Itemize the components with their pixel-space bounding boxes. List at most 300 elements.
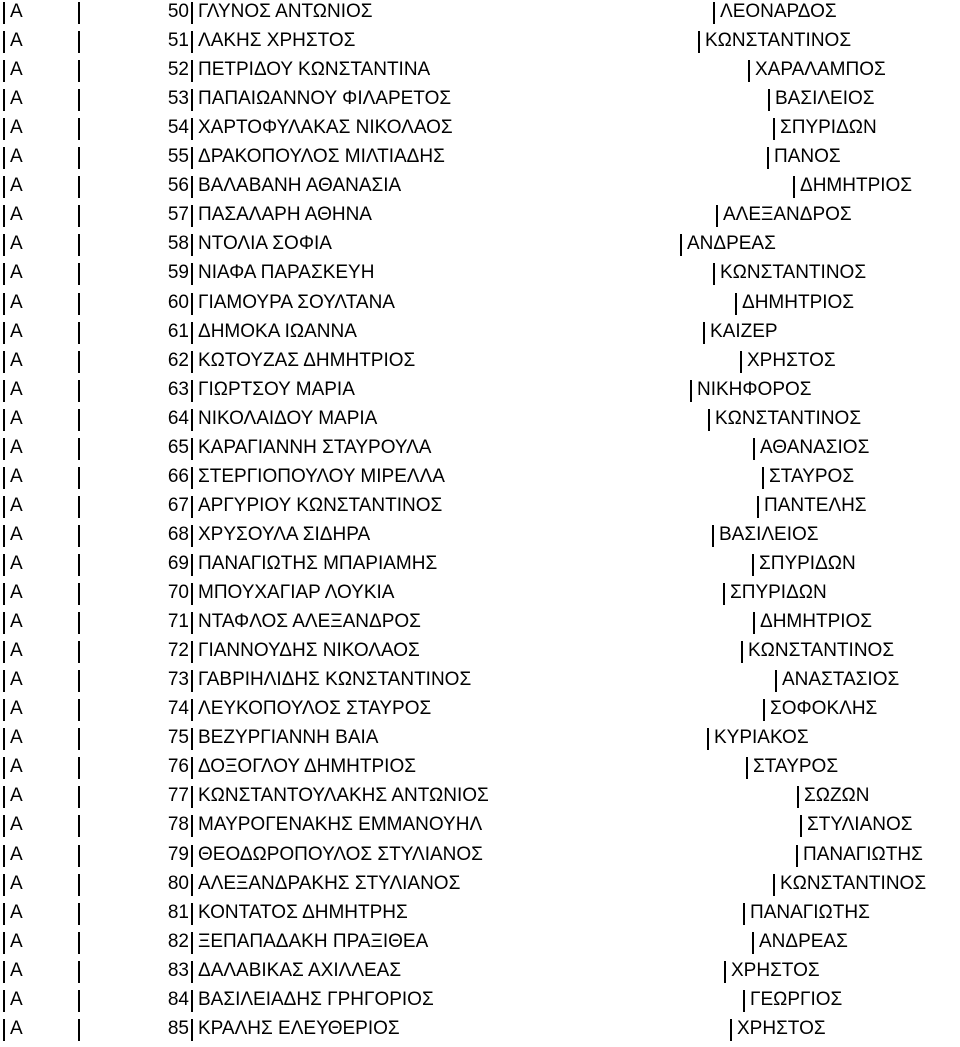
category-cell: Α bbox=[10, 959, 23, 981]
name-cell: ΓΛΥΝΟΣ ΑΝΤΩΝΙΟΣ bbox=[198, 1, 373, 22]
cell-divider bbox=[191, 2, 193, 24]
cell-divider bbox=[78, 60, 80, 82]
cell-divider bbox=[191, 351, 193, 373]
category-cell: Α bbox=[10, 727, 23, 749]
cell-divider bbox=[78, 351, 80, 373]
category-cell: Α bbox=[10, 901, 23, 923]
cell-divider bbox=[191, 118, 193, 140]
category-cell: Α bbox=[10, 146, 23, 168]
cell-divider bbox=[724, 961, 726, 983]
number-cell: 52 bbox=[167, 59, 189, 81]
cell-divider bbox=[3, 757, 5, 779]
cell-divider bbox=[191, 263, 193, 285]
cell-divider bbox=[191, 380, 193, 402]
cell-divider bbox=[3, 438, 5, 460]
name-cell: ΓΙΑΜΟΥΡΑ ΣΟΥΛΤΑΝΑ bbox=[198, 291, 395, 313]
cell-divider bbox=[3, 990, 5, 1012]
cell-divider bbox=[793, 176, 795, 198]
number-cell: 70 bbox=[167, 582, 189, 603]
table-row bbox=[0, 437, 960, 466]
cell-divider bbox=[191, 641, 193, 663]
cell-divider bbox=[707, 728, 709, 750]
father-name-cell: ΣΠΥΡΙΔΩΝ bbox=[780, 117, 877, 139]
table-row bbox=[0, 931, 960, 960]
cell-divider bbox=[3, 293, 5, 315]
number-cell: 54 bbox=[167, 117, 189, 139]
number-cell: 83 bbox=[167, 959, 189, 981]
number-cell: 50 bbox=[167, 1, 189, 22]
name-cell: ΒΑΣΙΛΕΙΑΔΗΣ ΓΡΗΓΟΡΙΟΣ bbox=[198, 988, 434, 1010]
cell-divider bbox=[713, 263, 715, 285]
table-row bbox=[0, 379, 960, 408]
table-row bbox=[0, 204, 960, 233]
cell-divider bbox=[191, 89, 193, 111]
cell-divider bbox=[191, 205, 193, 227]
category-cell: Α bbox=[10, 582, 23, 603]
number-cell: 61 bbox=[167, 320, 189, 342]
cell-divider bbox=[78, 845, 80, 867]
cell-divider bbox=[78, 1019, 80, 1041]
cell-divider bbox=[191, 583, 193, 605]
cell-divider bbox=[3, 60, 5, 82]
table-row bbox=[0, 59, 960, 88]
name-cell: ΚΩΤΟΥΖΑΣ ΔΗΜΗΤΡΙΟΣ bbox=[198, 349, 416, 371]
cell-divider bbox=[78, 612, 80, 634]
name-cell: ΘΕΟΔΩΡΟΠΟΥΛΟΣ ΣΤΥΛΙΑΝΟΣ bbox=[198, 843, 483, 865]
cell-divider bbox=[3, 89, 5, 111]
table-row bbox=[0, 727, 960, 756]
cell-divider bbox=[3, 147, 5, 169]
cell-divider bbox=[703, 322, 705, 344]
cell-divider bbox=[3, 612, 5, 634]
cell-divider bbox=[3, 322, 5, 344]
category-cell: Α bbox=[10, 88, 23, 110]
table-row bbox=[0, 989, 960, 1018]
cell-divider bbox=[78, 176, 80, 198]
cell-divider bbox=[3, 409, 5, 431]
father-name-cell: ΔΗΜΗΤΡΙΟΣ bbox=[742, 291, 855, 313]
number-cell: 73 bbox=[167, 669, 189, 691]
cell-divider bbox=[78, 438, 80, 460]
cell-divider bbox=[78, 641, 80, 663]
number-cell: 65 bbox=[167, 436, 189, 458]
cell-divider bbox=[78, 322, 80, 344]
table-row bbox=[0, 902, 960, 931]
table-row bbox=[0, 233, 960, 262]
cell-divider bbox=[78, 932, 80, 954]
number-cell: 57 bbox=[167, 204, 189, 226]
category-cell: Α bbox=[10, 465, 23, 487]
cell-divider bbox=[191, 467, 193, 489]
father-name-cell: ΠΑΝΑΓΙΩΤΗΣ bbox=[750, 901, 870, 923]
table-row bbox=[0, 350, 960, 379]
category-cell: Α bbox=[10, 1017, 23, 1039]
father-name-cell: ΝΙΚΗΦΟΡΟΣ bbox=[697, 378, 812, 400]
name-cell: ΚΑΡΑΓΙΑΝΝΗ ΣΤΑΥΡΟΥΛΑ bbox=[198, 436, 432, 458]
table-row bbox=[0, 466, 960, 495]
table-row bbox=[0, 814, 960, 843]
father-name-cell: ΒΑΣΙΛΕΙΟΣ bbox=[719, 523, 819, 545]
father-name-cell: ΒΑΣΙΛΕΙΟΣ bbox=[775, 88, 875, 110]
name-cell: ΝΙΚΟΛΑΙΔΟΥ ΜΑΡΙΑ bbox=[198, 407, 378, 429]
name-cell: ΔΡΑΚΟΠΟΥΛΟΣ ΜΙΛΤΙΑΔΗΣ bbox=[198, 146, 445, 168]
category-cell: Α bbox=[10, 756, 23, 778]
cell-divider bbox=[78, 496, 80, 518]
cell-divider bbox=[191, 874, 193, 896]
cell-divider bbox=[3, 670, 5, 692]
cell-divider bbox=[78, 757, 80, 779]
number-cell: 55 bbox=[167, 146, 189, 168]
cell-divider bbox=[78, 786, 80, 808]
cell-divider bbox=[716, 205, 718, 227]
father-name-cell: ΣΤΑΥΡΟΣ bbox=[753, 756, 839, 778]
cell-divider bbox=[3, 874, 5, 896]
cell-divider bbox=[191, 525, 193, 547]
table-row bbox=[0, 1, 960, 30]
cell-divider bbox=[3, 903, 5, 925]
cell-divider bbox=[3, 554, 5, 576]
number-cell: 85 bbox=[167, 1017, 189, 1039]
number-cell: 60 bbox=[167, 291, 189, 313]
category-cell: Α bbox=[10, 262, 23, 284]
cell-divider bbox=[78, 409, 80, 431]
cell-divider bbox=[191, 932, 193, 954]
name-cell: ΔΑΛΑΒΙΚΑΣ ΑΧΙΛΛΕΑΣ bbox=[198, 959, 402, 981]
table-row bbox=[0, 117, 960, 146]
cell-divider bbox=[191, 496, 193, 518]
category-cell: Α bbox=[10, 320, 23, 342]
cell-divider bbox=[767, 147, 769, 169]
category-cell: Α bbox=[10, 378, 23, 400]
category-cell: Α bbox=[10, 494, 23, 516]
cell-divider bbox=[191, 1019, 193, 1041]
cell-divider bbox=[191, 31, 193, 53]
cell-divider bbox=[3, 380, 5, 402]
cell-divider bbox=[752, 554, 754, 576]
cell-divider bbox=[3, 118, 5, 140]
father-name-cell: ΚΑΙΖΕΡ bbox=[710, 320, 778, 342]
cell-divider bbox=[191, 322, 193, 344]
cell-divider bbox=[740, 351, 742, 373]
category-cell: Α bbox=[10, 872, 23, 894]
father-name-cell: ΠΑΝΑΓΙΩΤΗΣ bbox=[803, 843, 923, 865]
cell-divider bbox=[763, 699, 765, 721]
category-cell: Α bbox=[10, 553, 23, 574]
category-cell: Α bbox=[10, 523, 23, 545]
father-name-cell: ΚΥΡΙΑΚΟΣ bbox=[714, 727, 809, 749]
father-name-cell: ΧΡΗΣΤΟΣ bbox=[731, 959, 820, 981]
father-name-cell: ΣΤΑΥΡΟΣ bbox=[769, 465, 855, 487]
cell-divider bbox=[3, 467, 5, 489]
cell-divider bbox=[191, 670, 193, 692]
cell-divider bbox=[78, 205, 80, 227]
category-cell: Α bbox=[10, 669, 23, 691]
cell-divider bbox=[3, 525, 5, 547]
cell-divider bbox=[746, 757, 748, 779]
cell-divider bbox=[757, 496, 759, 518]
cell-divider bbox=[78, 118, 80, 140]
cell-divider bbox=[800, 815, 802, 837]
name-cell: ΓΑΒΡΙΗΛΙΔΗΣ ΚΩΝΣΤΑΝΤΙΝΟΣ bbox=[198, 669, 472, 691]
cell-divider bbox=[78, 815, 80, 837]
cell-divider bbox=[191, 147, 193, 169]
cell-divider bbox=[78, 961, 80, 983]
number-cell: 79 bbox=[167, 843, 189, 865]
table-row bbox=[0, 495, 960, 524]
category-cell: Α bbox=[10, 611, 23, 633]
table-row bbox=[0, 669, 960, 698]
cell-divider bbox=[762, 467, 764, 489]
number-cell: 59 bbox=[167, 262, 189, 284]
father-name-cell: ΚΩΝΣΤΑΝΤΙΝΟΣ bbox=[720, 262, 867, 284]
category-cell: Α bbox=[10, 175, 23, 197]
cell-divider bbox=[773, 874, 775, 896]
cell-divider bbox=[723, 583, 725, 605]
name-cell: ΔΟΞΟΓΛΟΥ ΔΗΜΗΤΡΙΟΣ bbox=[198, 756, 416, 778]
father-name-cell: ΑΘΑΝΑΣΙΟΣ bbox=[760, 436, 870, 458]
cell-divider bbox=[3, 932, 5, 954]
table-row bbox=[0, 146, 960, 175]
name-cell: ΠΑΝΑΓΙΩΤΗΣ ΜΠΑΡΙΑΜΗΣ bbox=[198, 553, 438, 574]
category-cell: Α bbox=[10, 814, 23, 836]
number-cell: 76 bbox=[167, 756, 189, 778]
father-name-cell: ΑΝΔΡΕΑΣ bbox=[687, 233, 776, 255]
cell-divider bbox=[3, 786, 5, 808]
name-cell: ΚΩΝΣΤΑΝΤΟΥΛΑΚΗΣ ΑΝΤΩΝΙΟΣ bbox=[198, 785, 489, 807]
number-cell: 67 bbox=[167, 494, 189, 516]
table-row bbox=[0, 611, 960, 640]
number-cell: 63 bbox=[167, 378, 189, 400]
cell-divider bbox=[191, 815, 193, 837]
cell-divider bbox=[78, 467, 80, 489]
number-cell: 66 bbox=[167, 465, 189, 487]
cell-divider bbox=[797, 786, 799, 808]
father-name-cell: ΚΩΝΣΤΑΝΤΙΝΟΣ bbox=[705, 30, 852, 52]
cell-divider bbox=[3, 31, 5, 53]
cell-divider bbox=[698, 31, 700, 53]
cell-divider bbox=[712, 525, 714, 547]
table-row bbox=[0, 785, 960, 814]
name-cell: ΔΗΜΟΚΑ ΙΩΑΝΝΑ bbox=[198, 320, 357, 342]
father-name-cell: ΑΝΑΣΤΑΣΙΟΣ bbox=[782, 669, 900, 691]
number-cell: 80 bbox=[167, 872, 189, 894]
category-cell: Α bbox=[10, 59, 23, 81]
category-cell: Α bbox=[10, 291, 23, 313]
father-name-cell: ΠΑΝΟΣ bbox=[774, 146, 841, 168]
cell-divider bbox=[743, 903, 745, 925]
number-cell: 56 bbox=[167, 175, 189, 197]
father-name-cell: ΣΤΥΛΙΑΝΟΣ bbox=[807, 814, 913, 836]
name-cell: ΠΑΠΑΙΩΑΝΝΟΥ ΦΙΛΑΡΕΤΟΣ bbox=[198, 88, 452, 110]
cell-divider bbox=[713, 2, 715, 24]
father-name-cell: ΧΡΗΣΤΟΣ bbox=[737, 1017, 826, 1039]
table-row bbox=[0, 960, 960, 989]
father-name-cell: ΑΝΔΡΕΑΣ bbox=[759, 930, 848, 952]
cell-divider bbox=[735, 293, 737, 315]
table-row bbox=[0, 408, 960, 437]
cell-divider bbox=[741, 641, 743, 663]
table-row bbox=[0, 262, 960, 291]
table-row bbox=[0, 640, 960, 669]
father-name-cell: ΚΩΝΣΤΑΝΤΙΝΟΣ bbox=[715, 407, 862, 429]
cell-divider bbox=[191, 961, 193, 983]
cell-divider bbox=[191, 699, 193, 721]
name-cell: ΧΡΥΣΟΥΛΑ ΣΙΔΗΡΑ bbox=[198, 523, 371, 545]
category-cell: Α bbox=[10, 843, 23, 865]
cell-divider bbox=[191, 757, 193, 779]
cell-divider bbox=[191, 903, 193, 925]
cell-divider bbox=[78, 874, 80, 896]
name-cell: ΠΑΣΑΛΑΡΗ ΑΘΗΝΑ bbox=[198, 204, 372, 226]
name-cell: ΜΠΟΥΧΑΓΙΑΡ ΛΟΥΚΙΑ bbox=[198, 582, 395, 603]
cell-divider bbox=[191, 612, 193, 634]
father-name-cell: ΠΑΝΤΕΛΗΣ bbox=[764, 494, 867, 516]
cell-divider bbox=[78, 554, 80, 576]
father-name-cell: ΣΠΥΡΙΔΩΝ bbox=[730, 582, 827, 603]
category-cell: Α bbox=[10, 233, 23, 255]
father-name-cell: ΓΕΩΡΓΙΟΣ bbox=[750, 988, 843, 1010]
table-row bbox=[0, 292, 960, 321]
category-cell: Α bbox=[10, 785, 23, 807]
name-cell: ΑΡΓΥΡΙΟΥ ΚΩΝΣΤΑΝΤΙΝΟΣ bbox=[198, 494, 443, 516]
category-cell: Α bbox=[10, 30, 23, 52]
number-cell: 82 bbox=[167, 930, 189, 952]
name-cell: ΣΤΕΡΓΙΟΠΟΥΛΟΥ ΜΙΡΕΛΛΑ bbox=[198, 465, 445, 487]
table-row bbox=[0, 582, 960, 611]
cell-divider bbox=[3, 583, 5, 605]
number-cell: 69 bbox=[167, 553, 189, 574]
name-cell: ΜΑΥΡΟΓΕΝΑΚΗΣ ΕΜΜΑΝΟΥΗΛ bbox=[198, 814, 483, 836]
number-cell: 58 bbox=[167, 233, 189, 255]
name-cell: ΝΤΑΦΛΟΣ ΑΛΕΞΑΝΔΡΟΣ bbox=[198, 611, 421, 633]
cell-divider bbox=[78, 583, 80, 605]
cell-divider bbox=[191, 728, 193, 750]
name-cell: ΧΑΡΤΟΦΥΛΑΚΑΣ ΝΙΚΟΛΑΟΣ bbox=[198, 117, 453, 139]
category-cell: Α bbox=[10, 640, 23, 662]
cell-divider bbox=[191, 60, 193, 82]
number-cell: 68 bbox=[167, 523, 189, 545]
father-name-cell: ΧΑΡΑΛΑΜΠΟΣ bbox=[755, 59, 886, 81]
cell-divider bbox=[3, 845, 5, 867]
cell-divider bbox=[191, 554, 193, 576]
category-cell: Α bbox=[10, 988, 23, 1010]
table-row bbox=[0, 844, 960, 873]
cell-divider bbox=[3, 961, 5, 983]
name-cell: ΒΕΖΥΡΓΙΑΝΝΗ ΒΑΙΑ bbox=[198, 727, 379, 749]
number-cell: 71 bbox=[167, 611, 189, 633]
cell-divider bbox=[3, 234, 5, 256]
category-cell: Α bbox=[10, 436, 23, 458]
table-row bbox=[0, 698, 960, 727]
number-cell: 53 bbox=[167, 88, 189, 110]
number-cell: 64 bbox=[167, 407, 189, 429]
cell-divider bbox=[78, 263, 80, 285]
name-cell: ΝΤΟΛΙΑ ΣΟΦΙΑ bbox=[198, 233, 332, 255]
cell-divider bbox=[78, 990, 80, 1012]
father-name-cell: ΚΩΝΣΤΑΝΤΙΝΟΣ bbox=[748, 640, 895, 662]
name-cell: ΚΟΝΤΑΤΟΣ ΔΗΜΗΤΡΗΣ bbox=[198, 901, 408, 923]
father-name-cell: ΛΕΟΝΑΡΔΟΣ bbox=[720, 1, 837, 22]
table-row bbox=[0, 175, 960, 204]
category-cell: Α bbox=[10, 698, 23, 720]
table-row bbox=[0, 30, 960, 59]
number-cell: 72 bbox=[167, 640, 189, 662]
father-name-cell: ΚΩΝΣΤΑΝΤΙΝΟΣ bbox=[780, 872, 927, 894]
cell-divider bbox=[3, 815, 5, 837]
cell-divider bbox=[191, 786, 193, 808]
cell-divider bbox=[775, 670, 777, 692]
cell-divider bbox=[3, 205, 5, 227]
cell-divider bbox=[3, 699, 5, 721]
cell-divider bbox=[3, 263, 5, 285]
number-cell: 62 bbox=[167, 349, 189, 371]
cell-divider bbox=[78, 234, 80, 256]
table-row bbox=[0, 88, 960, 117]
cell-divider bbox=[191, 293, 193, 315]
cell-divider bbox=[708, 409, 710, 431]
cell-divider bbox=[690, 380, 692, 402]
table-row bbox=[0, 553, 960, 582]
table-row bbox=[0, 321, 960, 350]
cell-divider bbox=[78, 2, 80, 24]
cell-divider bbox=[3, 496, 5, 518]
cell-divider bbox=[191, 990, 193, 1012]
name-cell: ΓΙΩΡΤΣΟΥ ΜΑΡΙΑ bbox=[198, 378, 355, 400]
cell-divider bbox=[78, 380, 80, 402]
cell-divider bbox=[752, 932, 754, 954]
cell-divider bbox=[3, 351, 5, 373]
cell-divider bbox=[680, 234, 682, 256]
cell-divider bbox=[3, 176, 5, 198]
name-cell: ΑΛΕΞΑΝΔΡΑΚΗΣ ΣΤΥΛΙΑΝΟΣ bbox=[198, 872, 461, 894]
cell-divider bbox=[78, 903, 80, 925]
cell-divider bbox=[191, 845, 193, 867]
cell-divider bbox=[191, 409, 193, 431]
name-cell: ΛΑΚΗΣ ΧΡΗΣΤΟΣ bbox=[198, 30, 356, 52]
cell-divider bbox=[753, 612, 755, 634]
cell-divider bbox=[78, 31, 80, 53]
category-cell: Α bbox=[10, 407, 23, 429]
category-cell: Α bbox=[10, 1, 23, 22]
category-cell: Α bbox=[10, 117, 23, 139]
cell-divider bbox=[78, 670, 80, 692]
father-name-cell: ΣΟΦΟΚΛΗΣ bbox=[770, 698, 878, 720]
name-cell: ΛΕΥΚΟΠΟΥΛΟΣ ΣΤΑΥΡΟΣ bbox=[198, 698, 432, 720]
father-name-cell: ΣΩΖΩΝ bbox=[804, 785, 870, 807]
father-name-cell: ΑΛΕΞΑΝΔΡΟΣ bbox=[723, 204, 852, 226]
number-cell: 78 bbox=[167, 814, 189, 836]
number-cell: 77 bbox=[167, 785, 189, 807]
name-cell: ΒΑΛΑΒΑΝΗ ΑΘΑΝΑΣΙΑ bbox=[198, 175, 402, 197]
cell-divider bbox=[730, 1019, 732, 1041]
cell-divider bbox=[191, 438, 193, 460]
cell-divider bbox=[78, 525, 80, 547]
cell-divider bbox=[773, 118, 775, 140]
table-row bbox=[0, 524, 960, 553]
name-cell: ΞΕΠΑΠΑΔΑΚΗ ΠΡΑΞΙΘΕΑ bbox=[198, 930, 429, 952]
number-cell: 75 bbox=[167, 727, 189, 749]
cell-divider bbox=[796, 845, 798, 867]
cell-divider bbox=[3, 2, 5, 24]
father-name-cell: ΔΗΜΗΤΡΙΟΣ bbox=[760, 611, 873, 633]
father-name-cell: ΔΗΜΗΤΡΙΟΣ bbox=[800, 175, 913, 197]
number-cell: 84 bbox=[167, 988, 189, 1010]
table-row bbox=[0, 1018, 960, 1047]
number-cell: 81 bbox=[167, 901, 189, 923]
number-cell: 74 bbox=[167, 698, 189, 720]
category-cell: Α bbox=[10, 930, 23, 952]
cell-divider bbox=[768, 89, 770, 111]
